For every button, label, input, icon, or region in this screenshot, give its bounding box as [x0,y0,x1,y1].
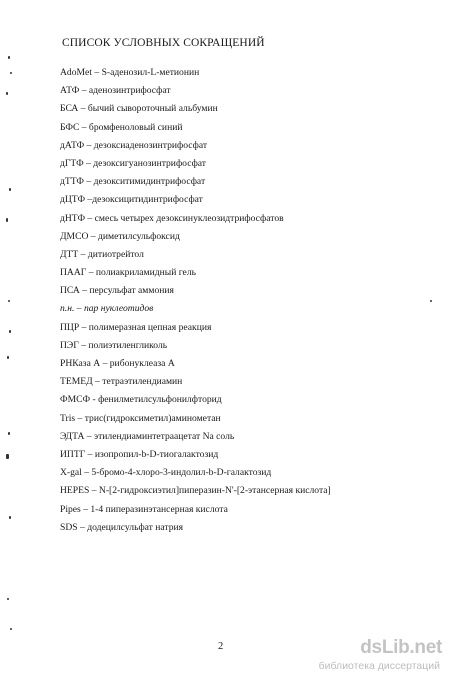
abbreviation-item: ФМСФ - фенилметилсульфонилфторид [60,394,222,406]
scan-speck [430,300,432,302]
abbreviation-item: HEPES – N-[2-гидроксиэтил]пиперазин-N'-[2-этансерная кислота] [60,485,331,497]
scan-speck [6,454,9,459]
scan-speck [10,72,12,74]
scan-speck [6,92,8,95]
watermark-subtitle: библиотека диссертаций [318,660,440,672]
scan-speck [7,598,9,600]
abbreviation-item: БСА – бычий сывороточный альбумин [60,103,218,115]
watermark [302,637,442,677]
abbreviation-item: ПСА – персульфат аммония [60,285,174,297]
abbreviation-item: РНКаза А – рибонуклеаза А [60,358,175,369]
abbreviation-list [60,64,440,537]
scan-speck [9,330,11,333]
abbreviation-item: SDS – додецилсульфат натрия [60,521,184,533]
page-title: СПИСОК УСЛОВНЫХ СОКРАЩЕНИЙ [62,37,265,49]
abbreviation-item: ЭДТА – этилендиаминтетраацетат Na соль [60,430,235,442]
scan-speck [9,188,11,191]
page-number: 2 [218,641,224,652]
abbreviation-item: дТТФ – дезокситимидинтрифосфат [60,176,206,188]
watermark-logo: dsLib.net [360,637,442,658]
abbreviation-item: ТЕМЕД – тетраэтилендиамин [60,376,183,388]
abbreviation-item: дГТФ – дезоксигуанозинтрифосфат [60,157,206,169]
abbreviation-item: Pipes – 1-4 пиперазинэтансерная кислота [60,503,228,515]
abbreviation-item: ПААГ – полиакриламидный гель [60,267,196,279]
abbreviation-item: п.н. – пар нуклеотидов [60,303,154,315]
scan-speck [8,300,10,302]
abbreviation-item: X-gal – 5-бромо-4-хлоро-3-индолил-b-D-галактозид [60,467,272,479]
abbreviation-item: дЦТФ –дезоксицитидинтрифосфат [60,194,203,206]
abbreviation-item: ДТТ – дитиотрейтол [60,248,144,260]
abbreviation-item: ДМСО – диметилсульфоксид [60,230,180,242]
scan-speck [9,516,11,519]
scan-speck [8,432,10,435]
scan-speck [6,218,8,222]
scan-speck [8,56,10,59]
abbreviation-item: AdoMet – S-аденозил-L-метионин [60,67,200,78]
abbreviation-item: ПЭГ – полиэтиленгликоль [60,339,168,351]
scan-speck [7,356,9,359]
abbreviation-item: БФС – бромфеноловый синий [60,121,183,133]
abbreviation-item: дНТФ – смесь четырех дезоксинуклеозидтрифосфатов [60,212,284,224]
abbreviation-item: дАТФ – дезоксиаденозинтрифосфат [60,139,208,151]
abbreviation-item: ПЦР – полимеразная цепная реакция [60,321,212,333]
scan-speck [10,628,12,630]
abbreviation-item: АТФ – аденозинтрифосфат [60,85,171,97]
abbreviation-item: Tris – трис(гидроксиметил)аминометан [60,412,221,424]
abbreviation-item: ИПТГ – изопропил-b-D-тиогалактозид [60,448,219,460]
